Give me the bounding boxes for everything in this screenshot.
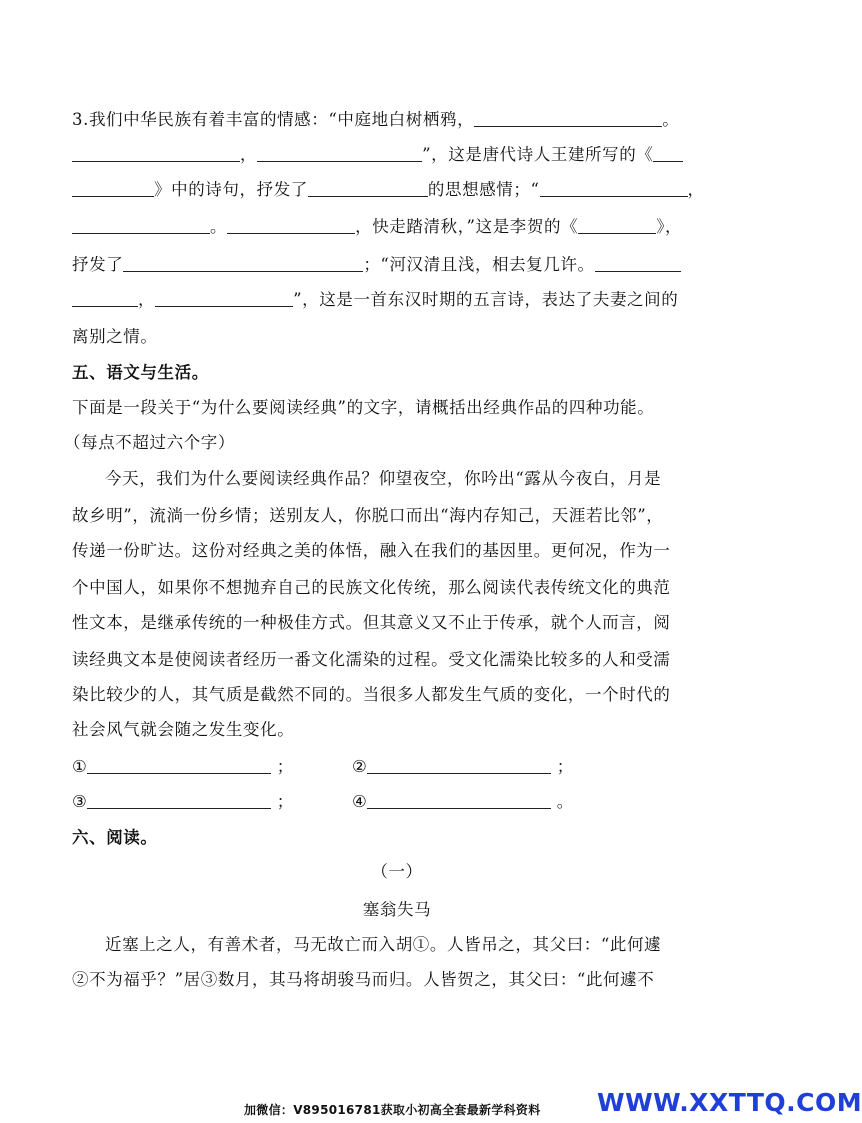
answer-blank[interactable] (72, 216, 210, 234)
answer-end: ； (276, 757, 294, 776)
q3-text: 》中的诗句，抒发了 (154, 180, 308, 199)
q3-line-2 (72, 143, 683, 167)
q3-text: ，快走踏清秋，”这是李贺的《 (355, 217, 579, 236)
answer-blank[interactable] (308, 179, 428, 197)
q3-line-7: 离别之情。 (72, 327, 158, 346)
q3-text: ”，这是一首东汉时期的五言诗，表达了夫妻之间的 (293, 290, 679, 309)
answer-marker: ② (352, 757, 367, 776)
q3-text: 的思想感情；“ (427, 180, 540, 199)
passage-line: 今天，我们为什么要阅读经典作品？仰望夜空，你吟出“露从今夜白，月是 (105, 469, 662, 488)
answer-blank[interactable] (257, 144, 422, 162)
answer-blank[interactable] (72, 144, 240, 162)
answer-blank-1[interactable] (87, 756, 271, 774)
section6-part: （一） (371, 862, 423, 881)
q3-text: 3.我们中华民族有着丰富的情感：“中庭地白树栖鸦， (72, 110, 475, 129)
answer-blank[interactable] (123, 254, 363, 272)
answer-blank[interactable] (474, 109, 662, 127)
answer-blank-2[interactable] (367, 756, 551, 774)
passage-line: 个中国人，如果你不想抛弃自己的民族文化传统，那么阅读代表传统文化的典范 (72, 578, 671, 597)
passage-line: 社会风气就会随之发生变化。 (72, 720, 295, 739)
site-logo[interactable]: WWW.XXTTQ.COM (597, 1088, 862, 1117)
q3-text: ”，这是唐代诗人王建所写的《 (422, 145, 654, 164)
answer-3 (72, 790, 293, 814)
q3-text: 。 (210, 217, 228, 236)
q3-text: 》， (656, 217, 683, 236)
answer-1 (72, 755, 293, 779)
answer-blank[interactable] (72, 179, 154, 197)
story-title: 塞翁失马 (362, 900, 432, 919)
passage-line: 性文本，是继承传统的一种极佳方式。但其意义又不止于传承，就个人而言，阅 (72, 613, 671, 632)
section5-note: （每点不超过六个字） (64, 433, 235, 452)
q3-line-5 (72, 253, 681, 277)
q3-text: 。 (662, 110, 680, 129)
story-line: 近塞上之人，有善术者，马无故亡而入胡①。人皆吊之，其父曰：“此何遽 (105, 935, 662, 954)
section5-instruction: 下面是一段关于“为什么要阅读经典”的文字，请概括出经典作品的四种功能。 (72, 398, 655, 417)
answer-blank[interactable] (595, 254, 681, 272)
answer-end: ； (276, 792, 294, 811)
answer-marker: ④ (352, 792, 367, 811)
q3-text: ， (687, 180, 705, 199)
q3-text: ；“河汉清且浅，相去复几许。 (363, 255, 595, 274)
passage-line: 染比较少的人，其气质是截然不同的。当很多人都发生气质的变化，一个时代的 (72, 685, 671, 704)
q3-text: ， (138, 290, 156, 309)
answer-4 (352, 790, 573, 814)
section6-title: 六、阅读。 (72, 828, 158, 847)
answer-marker: ③ (72, 792, 87, 811)
answer-blank[interactable] (653, 144, 683, 162)
q3-line-3 (72, 178, 705, 202)
answer-blank-4[interactable] (367, 791, 551, 809)
story-line: ②不为福乎？”居③数月，其马将胡骏马而归。人皆贺之，其父曰：“此何遽不 (72, 970, 655, 989)
answer-end: 。 (556, 792, 574, 811)
q3-text: ， (240, 145, 258, 164)
passage-line: 读经典文本是使阅读者经历一番文化濡染的过程。受文化濡染比较多的人和受濡 (72, 650, 671, 669)
passage-line: 传递一份旷达。这份对经典之美的体悟，融入在我们的基因里。更何况，作为一 (72, 541, 671, 560)
q3-line-4 (72, 215, 682, 239)
passage-line: 故乡明”，流淌一份乡情；送别友人，你脱口而出“海内存知己，天涯若比邻”， (72, 506, 664, 525)
answer-marker: ① (72, 757, 87, 776)
answer-blank[interactable] (227, 216, 355, 234)
footer-text: 加微信：V895016781获取小初高全套最新学科资料 (244, 1103, 541, 1117)
answer-blank[interactable] (540, 179, 688, 197)
answer-blank[interactable] (72, 289, 138, 307)
q3-text: 抒发了 (72, 255, 124, 274)
section5-title: 五、语文与生活。 (72, 363, 209, 382)
answer-blank[interactable] (578, 216, 656, 234)
answer-end: ； (556, 757, 574, 776)
q3-line-1 (72, 108, 679, 132)
answer-2 (352, 755, 573, 779)
q3-line-6 (72, 288, 678, 312)
answer-blank-3[interactable] (87, 791, 271, 809)
answer-blank[interactable] (155, 289, 293, 307)
